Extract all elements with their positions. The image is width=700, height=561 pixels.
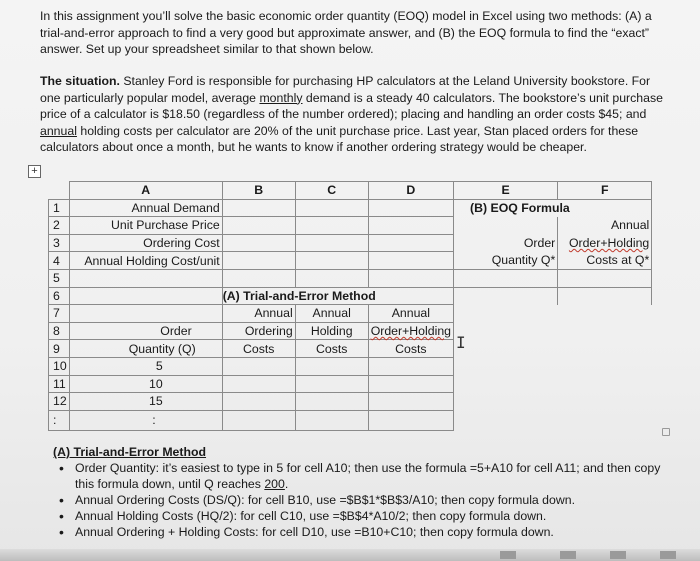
toolbar-icon[interactable] bbox=[500, 551, 516, 559]
cell-b11[interactable] bbox=[222, 375, 295, 393]
cell-c3[interactable] bbox=[295, 234, 368, 252]
cell-d8[interactable] bbox=[368, 322, 453, 340]
cell-a2[interactable]: Unit Purchase Price bbox=[69, 217, 222, 235]
cell-e13 bbox=[454, 410, 558, 430]
intro-paragraph: In this assignment you’ll solve the basic economic order quantity (EOQ) model in Excel using two methods: (A) a trial-and-error approach to find a very good but approximate answer, and (B) the EOQ formula to find the “exact” answer. Set up your spreadsheet similar to that shown below. bbox=[40, 9, 652, 56]
cell-e5[interactable] bbox=[454, 269, 558, 287]
cell-e7 bbox=[454, 305, 558, 323]
cell-c10[interactable] bbox=[295, 357, 368, 375]
column-header-b: B bbox=[222, 182, 295, 200]
cell-f6[interactable] bbox=[558, 287, 652, 305]
toolbar-icon[interactable] bbox=[610, 551, 626, 559]
cell-a5[interactable] bbox=[69, 269, 222, 287]
cell-b13[interactable] bbox=[222, 410, 295, 430]
cell-a1[interactable]: Annual Demand bbox=[69, 199, 222, 217]
column-header-c: C bbox=[295, 182, 368, 200]
table-row bbox=[49, 305, 652, 323]
cell-b1[interactable] bbox=[222, 199, 295, 217]
cell-f2[interactable]: Annual bbox=[558, 217, 652, 235]
cell-d4[interactable] bbox=[368, 252, 453, 270]
cell-b7[interactable]: Annual bbox=[222, 305, 295, 323]
column-header-e: E bbox=[454, 182, 558, 200]
situation-paragraph bbox=[40, 73, 670, 156]
cell-a7[interactable] bbox=[69, 305, 222, 323]
cell-e6[interactable] bbox=[454, 287, 558, 305]
cell-e2[interactable] bbox=[454, 217, 558, 235]
cell-d13[interactable] bbox=[368, 410, 453, 430]
cell-a6[interactable] bbox=[69, 287, 222, 305]
table-row bbox=[49, 252, 652, 270]
cell-b10[interactable] bbox=[222, 357, 295, 375]
situation-underline-annual: annual bbox=[40, 123, 77, 138]
cell-c5[interactable] bbox=[295, 269, 368, 287]
cell-a8[interactable]: Order bbox=[69, 322, 222, 340]
cell-e9 bbox=[454, 340, 558, 358]
cell-b5[interactable] bbox=[222, 269, 295, 287]
cell-e1[interactable]: (B) EOQ Formula bbox=[454, 199, 558, 217]
cell-c11[interactable] bbox=[295, 375, 368, 393]
corner-cell bbox=[49, 182, 70, 200]
toolbar-icon[interactable] bbox=[560, 551, 576, 559]
cell-a11[interactable]: 10 bbox=[69, 375, 222, 393]
cell-b3[interactable] bbox=[222, 234, 295, 252]
cell-d11[interactable] bbox=[368, 375, 453, 393]
table-row bbox=[49, 182, 652, 200]
row-number: 5 bbox=[49, 269, 70, 287]
table-row bbox=[49, 340, 652, 358]
page-corner-icon bbox=[662, 428, 670, 436]
cell-d9[interactable]: Costs bbox=[368, 340, 453, 358]
row-number: 2 bbox=[49, 217, 70, 235]
cell-b12[interactable] bbox=[222, 393, 295, 411]
cell-d10[interactable] bbox=[368, 357, 453, 375]
cell-b8[interactable]: Ordering bbox=[222, 322, 295, 340]
cell-b6[interactable]: (A) Trial-and-Error Method bbox=[222, 287, 453, 305]
underline-200: 200 bbox=[264, 477, 285, 491]
table-row bbox=[49, 375, 652, 393]
table-row bbox=[49, 322, 652, 340]
situation-text-2: demand is a steady 40 calculators. The bookstore’s unit purchase price of a calculator is $18.50 (regardless of the number ordered); placing and handling an order costs $45; and bbox=[40, 90, 663, 121]
cell-b9[interactable]: Costs bbox=[222, 340, 295, 358]
table-row bbox=[49, 393, 652, 411]
situation-heading: The situation. bbox=[40, 74, 120, 88]
cell-c1[interactable] bbox=[295, 199, 368, 217]
cell-d5[interactable] bbox=[368, 269, 453, 287]
cell-b2[interactable] bbox=[222, 217, 295, 235]
table-row bbox=[49, 357, 652, 375]
bottom-toolbar-strip bbox=[0, 549, 700, 561]
cell-d12[interactable] bbox=[368, 393, 453, 411]
cell-f13 bbox=[558, 410, 652, 430]
table-row bbox=[49, 199, 652, 217]
list-item: • Annual Holding Costs (HQ/2): for cell C10, use =$B$4*A10/2; then copy formula down. bbox=[53, 508, 673, 524]
cell-c9[interactable]: Costs bbox=[295, 340, 368, 358]
cell-f9 bbox=[558, 340, 652, 358]
cell-a12[interactable]: 15 bbox=[69, 393, 222, 411]
row-number: : bbox=[49, 410, 70, 430]
cell-f10 bbox=[558, 357, 652, 375]
cell-a9[interactable]: Quantity (Q) bbox=[69, 340, 222, 358]
cell-d2[interactable] bbox=[368, 217, 453, 235]
cell-a3[interactable]: Ordering Cost bbox=[69, 234, 222, 252]
cell-c8[interactable]: Holding bbox=[295, 322, 368, 340]
spreadsheet-table bbox=[48, 181, 652, 431]
cell-e11 bbox=[454, 375, 558, 393]
column-header-f: F bbox=[558, 182, 652, 200]
cell-f8 bbox=[558, 322, 652, 340]
table-row bbox=[49, 234, 652, 252]
table-move-handle-icon[interactable]: + bbox=[28, 165, 41, 178]
situation-underline-monthly: monthly bbox=[259, 90, 303, 105]
table-row bbox=[49, 269, 652, 287]
row-number: 7 bbox=[49, 305, 70, 323]
table-row bbox=[49, 217, 652, 235]
cell-d1[interactable] bbox=[368, 199, 453, 217]
row-number: 12 bbox=[49, 393, 70, 411]
row-number: 11 bbox=[49, 375, 70, 393]
cell-e4[interactable]: Quantity Q* bbox=[454, 252, 558, 270]
row-number: 6 bbox=[49, 287, 70, 305]
cell-e10 bbox=[454, 357, 558, 375]
cell-f1[interactable] bbox=[558, 199, 652, 217]
cell-f11 bbox=[558, 375, 652, 393]
situation-text-1: Stanley Ford is responsible for purchasing HP calculators at the Leland University bookstore. For one particularly popular model, average bbox=[40, 74, 651, 105]
order-holding-label: Order+Holding bbox=[568, 236, 650, 251]
cell-f5[interactable] bbox=[558, 269, 652, 287]
list-item: • Annual Ordering Costs (DS/Q): for cell B10, use =$B$1*$B$3/A10; then copy formula down. bbox=[53, 492, 673, 508]
row-number: 10 bbox=[49, 357, 70, 375]
cell-f12 bbox=[558, 393, 652, 411]
cell-a13[interactable]: : bbox=[69, 410, 222, 430]
cell-e8 bbox=[454, 322, 558, 340]
row-number: 4 bbox=[49, 252, 70, 270]
text-cursor-icon: I bbox=[456, 333, 466, 352]
cell-b4[interactable] bbox=[222, 252, 295, 270]
column-header-d: D bbox=[368, 182, 453, 200]
row-number: 8 bbox=[49, 322, 70, 340]
list-item: • Order Quantity: it’s easiest to type in 5 for cell A10; then use the formula =5+A10 for cell A11; and then copy this formula down, until Q reaches 200. bbox=[53, 460, 673, 492]
cell-e12 bbox=[454, 393, 558, 411]
cell-f7 bbox=[558, 305, 652, 323]
cell-e3[interactable]: Order bbox=[454, 234, 558, 252]
cell-c12[interactable] bbox=[295, 393, 368, 411]
row-number: 3 bbox=[49, 234, 70, 252]
row-number: 1 bbox=[49, 199, 70, 217]
cell-c7[interactable]: Annual bbox=[295, 305, 368, 323]
cell-f4[interactable]: Costs at Q* bbox=[558, 252, 652, 270]
table-row bbox=[49, 287, 652, 305]
cell-f3[interactable] bbox=[558, 234, 652, 252]
cell-c13[interactable] bbox=[295, 410, 368, 430]
cell-a4[interactable]: Annual Holding Cost/unit bbox=[69, 252, 222, 270]
method-section bbox=[53, 444, 673, 540]
cell-d3[interactable] bbox=[368, 234, 453, 252]
column-header-a: A bbox=[69, 182, 222, 200]
method-title: (A) Trial-and-Error Method bbox=[53, 445, 207, 459]
list-item: • Annual Ordering + Holding Costs: for cell D10, use =B10+C10; then copy formula down. bbox=[53, 524, 673, 540]
cell-d7[interactable]: Annual bbox=[368, 305, 453, 323]
method-list bbox=[53, 460, 673, 540]
cell-a10[interactable]: 5 bbox=[69, 357, 222, 375]
cell-c4[interactable] bbox=[295, 252, 368, 270]
table-row bbox=[49, 410, 652, 430]
cell-c2[interactable] bbox=[295, 217, 368, 235]
order-holding-header: Order+Holding bbox=[370, 324, 452, 339]
row-number: 9 bbox=[49, 340, 70, 358]
toolbar-icon[interactable] bbox=[660, 551, 676, 559]
situation-text-3: holding costs per calculator are 20% of the unit purchase price. Last year, Stan placed orders for these calculators about once a month, but he wants to know if another ordering strategy would be cheaper. bbox=[40, 123, 639, 154]
